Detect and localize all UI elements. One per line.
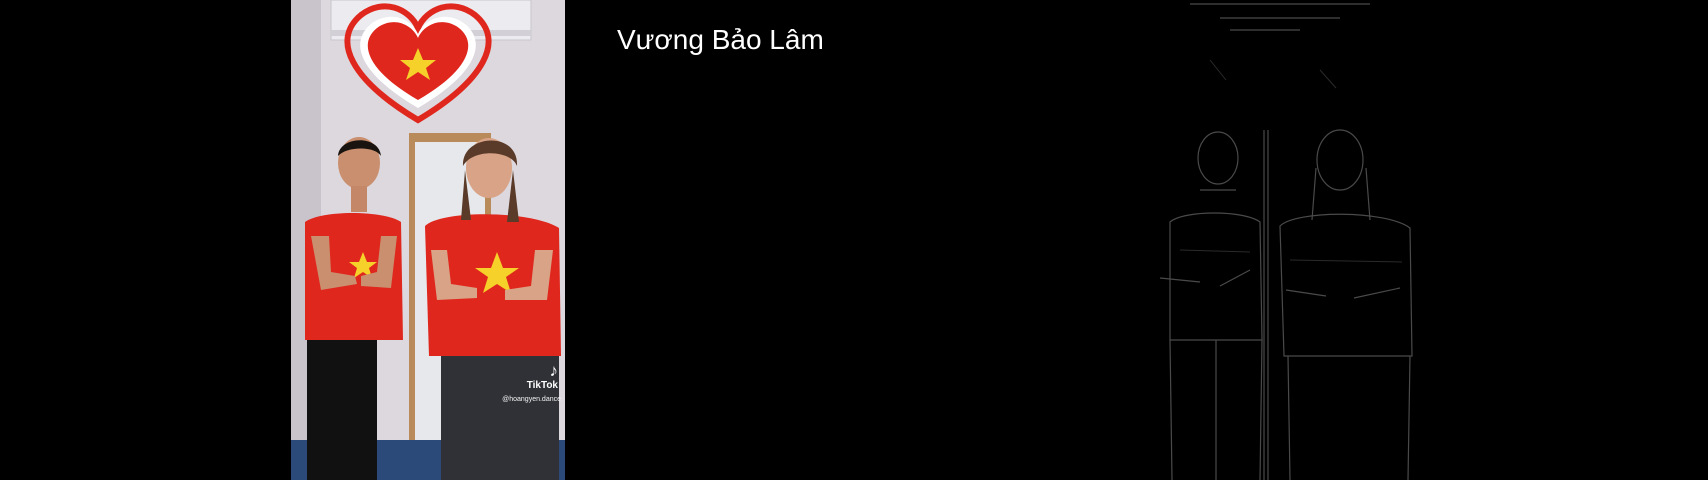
tiktok-handle: @hoangyen.dance — [502, 396, 561, 403]
video-panel — [291, 0, 565, 480]
tiktok-note-icon: ♪ — [549, 361, 558, 380]
edge-detection-panel — [1140, 0, 1430, 480]
tiktok-brand-label: TikTok — [526, 380, 558, 391]
tiktok-watermark — [496, 362, 558, 392]
dance-scene-image — [291, 0, 565, 480]
caption-title: Vương Bảo Lâm — [617, 24, 824, 55]
edge-outline-image — [1140, 0, 1430, 480]
